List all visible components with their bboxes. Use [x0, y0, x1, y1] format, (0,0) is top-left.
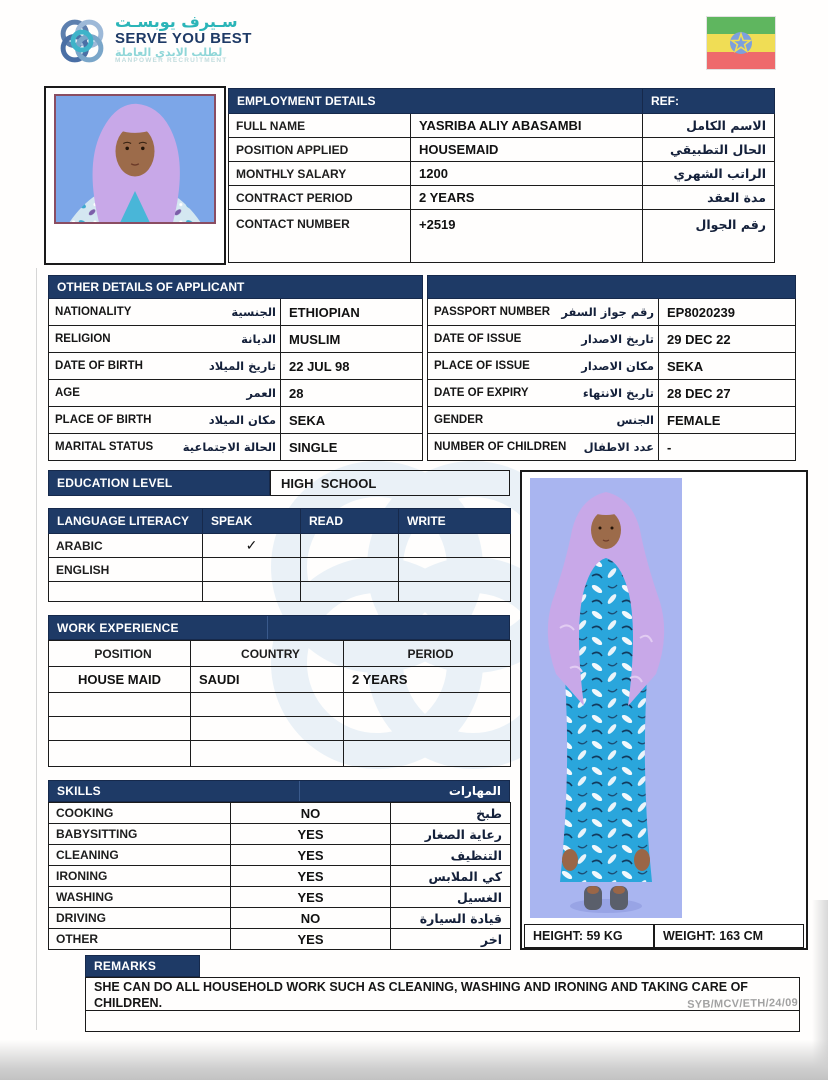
skills-header [48, 780, 510, 802]
field-label: NATIONALITY [55, 306, 132, 318]
field-label: CONTACT NUMBER [229, 210, 411, 263]
cell-empty [203, 558, 301, 582]
field-label: PASSPORT NUMBER [434, 306, 551, 318]
section-title: WORK EXPERIENCE [57, 620, 179, 635]
skill-value: YES [231, 929, 391, 950]
field-value: 1200 [411, 162, 643, 186]
section-title: REMARKS [94, 959, 157, 973]
skill-label: DRIVING [49, 908, 231, 929]
field-value: 28 DEC 27 [659, 380, 796, 407]
cell-empty [301, 534, 399, 558]
logo-title-english: SERVE YOU BEST [115, 29, 252, 47]
education-level-value: HIGH SCHOOL [270, 470, 510, 496]
cell-empty [203, 582, 301, 602]
table-row [428, 407, 796, 434]
table-row [428, 299, 796, 326]
field-value: 28 [281, 380, 423, 407]
table-row [49, 824, 511, 845]
section-title: EMPLOYMENT DETAILS [229, 89, 643, 114]
field-label: DATE OF BIRTH [55, 360, 143, 372]
skills-table [48, 802, 511, 950]
field-label-arabic: الديانة [241, 332, 276, 346]
table-row [49, 845, 511, 866]
skill-label: WASHING [49, 887, 231, 908]
checkmark-icon: ✓ [203, 534, 301, 558]
skill-value: YES [231, 866, 391, 887]
experience-period: 2 YEARS [344, 667, 511, 693]
table-row [49, 908, 511, 929]
flag-star-emblem [728, 30, 754, 56]
skill-label: IRONING [49, 866, 231, 887]
skill-value: YES [231, 845, 391, 866]
section-title: SKILLS [57, 784, 101, 798]
education-level-header [48, 470, 270, 496]
document-ref-code: SYB/MCV/ETH/24/09 [687, 996, 799, 1011]
field-label-arabic: الجنسية [231, 305, 276, 319]
table-row [428, 353, 796, 380]
applicant-headshot-frame [44, 86, 226, 265]
table-row [229, 138, 775, 162]
field-label: GENDER [434, 414, 484, 426]
skill-label-arabic: الغسيل [391, 887, 511, 908]
field-label: MARITAL STATUS [55, 441, 154, 453]
work-experience-table [48, 640, 511, 767]
field-value: HOUSEMAID [411, 138, 643, 162]
cell-empty [399, 558, 511, 582]
column-header: LANGUAGE LITERACY [49, 509, 203, 534]
field-label-arabic: الاسم الكامل [643, 114, 775, 138]
table-row [49, 380, 423, 407]
work-experience-header [48, 615, 510, 640]
logo-title-arabic: سـيرف يوبسـت [115, 12, 238, 31]
field-value: EP8020239 [659, 299, 796, 326]
table-row [49, 434, 423, 461]
skill-label-arabic: اخر [391, 929, 511, 950]
table-row [49, 353, 423, 380]
language-name [49, 582, 203, 602]
table-row [49, 887, 511, 908]
field-value: MUSLIM [281, 326, 423, 353]
field-label: PLACE OF BIRTH [55, 414, 152, 426]
table-row [49, 693, 511, 717]
field-label: AGE [55, 387, 80, 399]
table-row [49, 582, 511, 602]
cell-empty [399, 582, 511, 602]
table-row [229, 186, 775, 210]
field-value: - [659, 434, 796, 461]
skill-label: OTHER [49, 929, 231, 950]
table-header-row [49, 509, 511, 534]
field-value: FEMALE [659, 407, 796, 434]
section-title: OTHER DETAILS OF APPLICANT [49, 276, 423, 299]
applicant-headshot-photo [54, 94, 216, 224]
field-label: DATE OF ISSUE [434, 333, 522, 345]
cell-empty [399, 534, 511, 558]
applicant-fullbody-photo [530, 478, 682, 918]
field-label-arabic: العمر [246, 386, 276, 400]
other-details-right-table [427, 275, 796, 461]
field-label-arabic: الراتب الشهري [643, 162, 775, 186]
table-row [428, 380, 796, 407]
experience-country: SAUDI [191, 667, 344, 693]
ethiopia-flag-icon [706, 16, 776, 70]
field-label-arabic: رقم جواز السفر [561, 305, 654, 319]
field-value: SEKA [659, 353, 796, 380]
field-label: FULL NAME [229, 114, 411, 138]
language-name: ENGLISH [49, 558, 203, 582]
skill-value: YES [231, 887, 391, 908]
table-row [229, 114, 775, 138]
field-label-arabic: عدد الاطفال [583, 440, 654, 454]
field-label-arabic: الحالة الاجتماعية [182, 440, 276, 454]
logo-subtitle-arabic: لطلب الايدي العاملة [115, 45, 223, 59]
column-header: POSITION [49, 641, 191, 667]
ref-label: REF: [643, 89, 775, 114]
field-label-arabic: تاريخ الميلاد [208, 359, 276, 373]
table-row [49, 534, 511, 558]
scan-shadow [0, 1040, 828, 1080]
table-row [49, 866, 511, 887]
skill-label-arabic: كي الملابس [391, 866, 511, 887]
table-row [229, 210, 775, 263]
skill-label-arabic: التنظيف [391, 845, 511, 866]
field-label: MONTHLY SALARY [229, 162, 411, 186]
field-value: YASRIBA ALIY ABASAMBI [411, 114, 643, 138]
scan-edge-line [36, 268, 37, 1030]
remarks-empty-row [85, 1011, 800, 1032]
column-header: COUNTRY [191, 641, 344, 667]
table-row [49, 741, 511, 767]
remarks-text: SHE CAN DO ALL HOUSEHOLD WORK SUCH AS CLEANING, WASHING AND IRONING AND TAKING CARE OF CHILDREN. [85, 977, 800, 1011]
agency-logo [55, 12, 252, 70]
field-label: NUMBER OF CHILDREN [434, 441, 567, 453]
header-divider [267, 616, 268, 639]
column-header: PERIOD [344, 641, 511, 667]
table-row [229, 162, 775, 186]
table-header-row [49, 641, 511, 667]
applicant-fullbody-frame [520, 470, 808, 950]
table-row [428, 326, 796, 353]
table-row [49, 929, 511, 950]
table-row [49, 667, 511, 693]
field-label: RELIGION [55, 333, 111, 345]
field-label-arabic: تاريخ الانتهاء [582, 386, 654, 400]
field-label: PLACE OF ISSUE [434, 360, 530, 372]
skill-label-arabic: رعاية الصغار [391, 824, 511, 845]
field-value: 29 DEC 22 [659, 326, 796, 353]
logo-subtitle-english: MANPOWER RECRUITMENT [115, 57, 228, 65]
table-row [49, 803, 511, 824]
table-header-row [229, 89, 775, 114]
field-label-arabic: تاريخ الاصدار [581, 332, 654, 346]
field-value: ETHIOPIAN [281, 299, 423, 326]
field-label: DATE OF EXPIRY [434, 387, 529, 399]
other-details-left-table [48, 275, 423, 461]
table-row [49, 558, 511, 582]
table-row [49, 407, 423, 434]
field-label: POSITION APPLIED [229, 138, 411, 162]
field-label-arabic: مكان الميلاد [208, 413, 276, 427]
field-label-arabic: مكان الاصدار [581, 359, 654, 373]
skill-label-arabic: قيادة السيارة [391, 908, 511, 929]
column-header: READ [301, 509, 399, 534]
skill-value: NO [231, 803, 391, 824]
section-title: EDUCATION LEVEL [57, 476, 173, 490]
section-title-arabic: المهارات [448, 784, 501, 798]
skill-label: COOKING [49, 803, 231, 824]
table-row [49, 717, 511, 741]
column-header: SPEAK [203, 509, 301, 534]
remarks-header [85, 955, 200, 977]
field-label-arabic: الحال التطبيقي [643, 138, 775, 162]
column-header: WRITE [399, 509, 511, 534]
field-value: 22 JUL 98 [281, 353, 423, 380]
skill-value: YES [231, 824, 391, 845]
field-value: +2519 [411, 210, 643, 263]
logo-mark-icon [55, 12, 109, 70]
field-value: SINGLE [281, 434, 423, 461]
weight-label: WEIGHT: 163 CM [654, 924, 804, 948]
employment-details-table [228, 88, 775, 263]
language-literacy-table [48, 508, 511, 602]
skill-label-arabic: طبخ [391, 803, 511, 824]
skill-label: BABYSITTING [49, 824, 231, 845]
table-row [49, 299, 423, 326]
language-name: ARABIC [49, 534, 203, 558]
height-label: HEIGHT: 59 KG [524, 924, 654, 948]
cell-empty [301, 582, 399, 602]
field-label: CONTRACT PERIOD [229, 186, 411, 210]
field-label-arabic: رقم الجوال [643, 210, 775, 263]
field-label-arabic: مدة العقد [643, 186, 775, 210]
section-title-spacer [428, 276, 796, 299]
experience-position: HOUSE MAID [49, 667, 191, 693]
field-label-arabic: الجنس [616, 413, 654, 427]
skill-value: NO [231, 908, 391, 929]
table-row [428, 434, 796, 461]
field-value: 2 YEARS [411, 186, 643, 210]
skill-label: CLEANING [49, 845, 231, 866]
table-row [49, 326, 423, 353]
field-value: SEKA [281, 407, 423, 434]
cell-empty [301, 558, 399, 582]
